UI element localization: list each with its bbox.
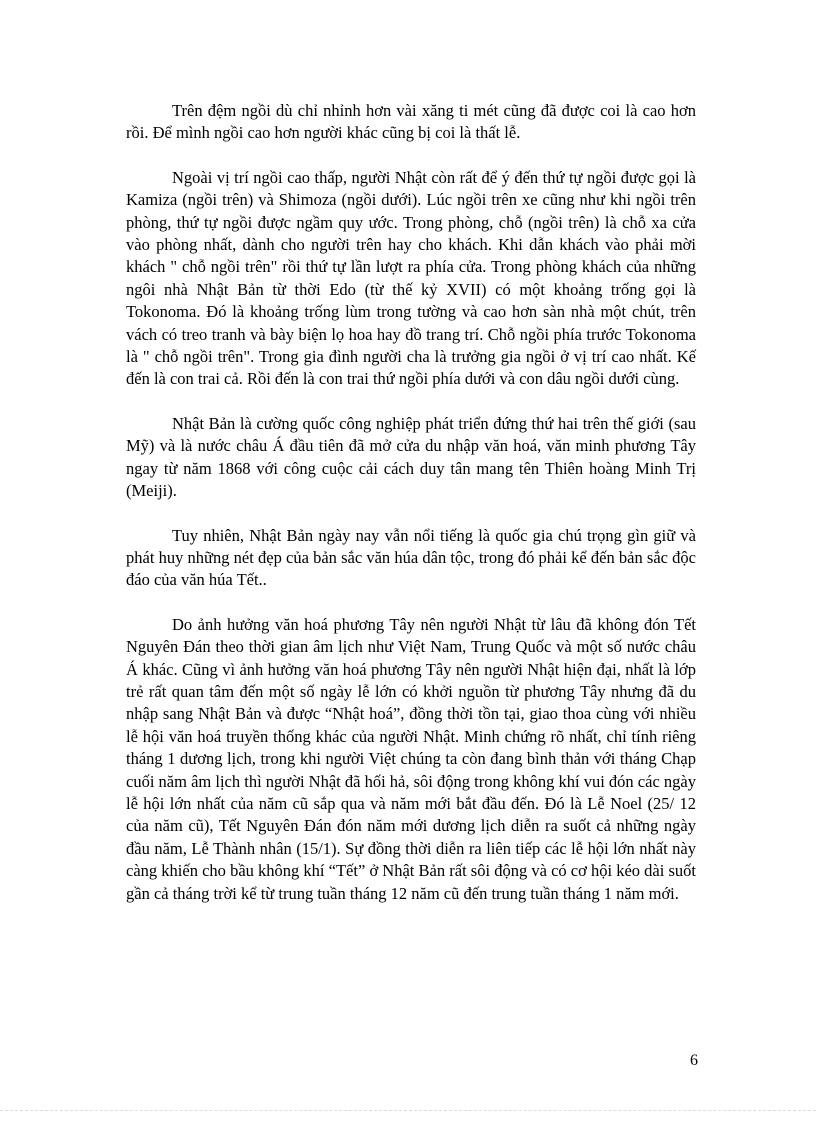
body-text <box>126 100 696 905</box>
page-number: 6 <box>690 1052 698 1069</box>
paragraph-new-year-festivals: Do ảnh hưởng văn hoá phương Tây nên người Nhật từ lâu đã không đón Tết Nguyên Đán theo thời gian âm lịch như Việt Nam, Trung Quốc và một số nước châu Á khác. Cũng vì ảnh hưởng văn hoá phương Tây nên người Nhật hiện đại, nhất là lớp trẻ rất quan tâm đến một số ngày lễ lớn có khởi nguồn từ phương Tây nhưng đã du nhập sang Nhật Bản và được “Nhật hoá”, đồng thời tồn tại, giao thoa cùng với nhiều lễ hội văn hoá truyền thống khác của người Nhật. Minh chứng rõ nhất, chỉ tính riêng tháng 1 dương lịch, trong khi người Việt chúng ta còn đang bình thản với tháng Chạp cuối năm âm lịch thì người Nhật đã hối hả, sôi động trong không khí vui đón các ngày lễ hội lớn nhất của năm cũ sắp qua và năm mới bắt đầu đến. Đó là Lễ Noel (25/ 12 của năm cũ), Tết Nguyên Đán đón năm mới dương lịch diễn ra suốt cả những ngày đầu năm, Lễ Thành nhân (15/1). Sự đồng thời diễn ra liên tiếp các lễ hội lớn nhất này càng khiến cho bầu không khí “Tết” ở Nhật Bản rất sôi động và có cơ hội kéo dài suốt gần cả tháng trời kể từ trung tuần tháng 12 năm cũ đến trung tuần tháng 1 năm mới. <box>126 614 696 903</box>
page-bottom-divider <box>0 1110 816 1111</box>
paragraph-seat-height: Trên đệm ngồi dù chỉ nhỉnh hơn vài xăng ti mét cũng đã được coi là cao hơn rồi. Để mình ngồi cao hơn người khác cũng bị coi là thất lễ. <box>126 101 696 143</box>
paragraph-cultural-identity: Tuy nhiên, Nhật Bản ngày nay vẫn nổi tiếng là quốc gia chú trọng gìn giữ và phát huy những nét đẹp của bản sắc văn húa dân tộc, trong đó phải kể đến bản sắc độc đáo của văn húa Tết.. <box>126 525 696 590</box>
paragraph-industrial-power: Nhật Bản là cường quốc công nghiệp phát triển đứng thứ hai trên thế giới (sau Mỹ) và là nước châu Á đầu tiên đã mở cửa du nhập văn hoá, văn minh phương Tây ngay từ năm 1868 với công cuộc cải cách duy tân mang tên Thiên hoàng Minh Trị (Meiji). <box>126 413 696 501</box>
paragraph-seating-order: Ngoài vị trí ngồi cao thấp, người Nhật còn rất để ý đến thứ tự ngồi được gọi là Kamiza (ngồi trên) và Shimoza (ngồi dưới). Lúc ngồi trên xe cũng như khi ngồi trên phòng, thứ tự ngồi được ngầm quy ước. Trong phòng, chỗ (ngồi trên) là chỗ xa cửa vào phòng nhất, dành cho người trên hay cho khách. Khi dẫn khách vào phải mời khách " chỗ ngồi trên" rồi thứ tự lần lượt ra phía cửa. Trong phòng khách của những ngôi nhà Nhật Bản từ thời Edo (từ thế kỷ XVII) có một khoảng trống gọi là Tokonoma. Đó là khoảng trống lùm trong tường và cao hơn sàn nhà một chút, trên vách có treo tranh và bày biện lọ hoa hay đồ trang trí. Chỗ ngồi phía trước Tokonoma là " chỗ ngồi trên". Trong gia đình người cha là trưởng gia ngồi ở vị trí cao nhất. Kế đến là con trai cả. Rồi đến là con trai thứ ngồi phía dưới và con dâu ngồi dưới cùng. <box>126 167 696 389</box>
